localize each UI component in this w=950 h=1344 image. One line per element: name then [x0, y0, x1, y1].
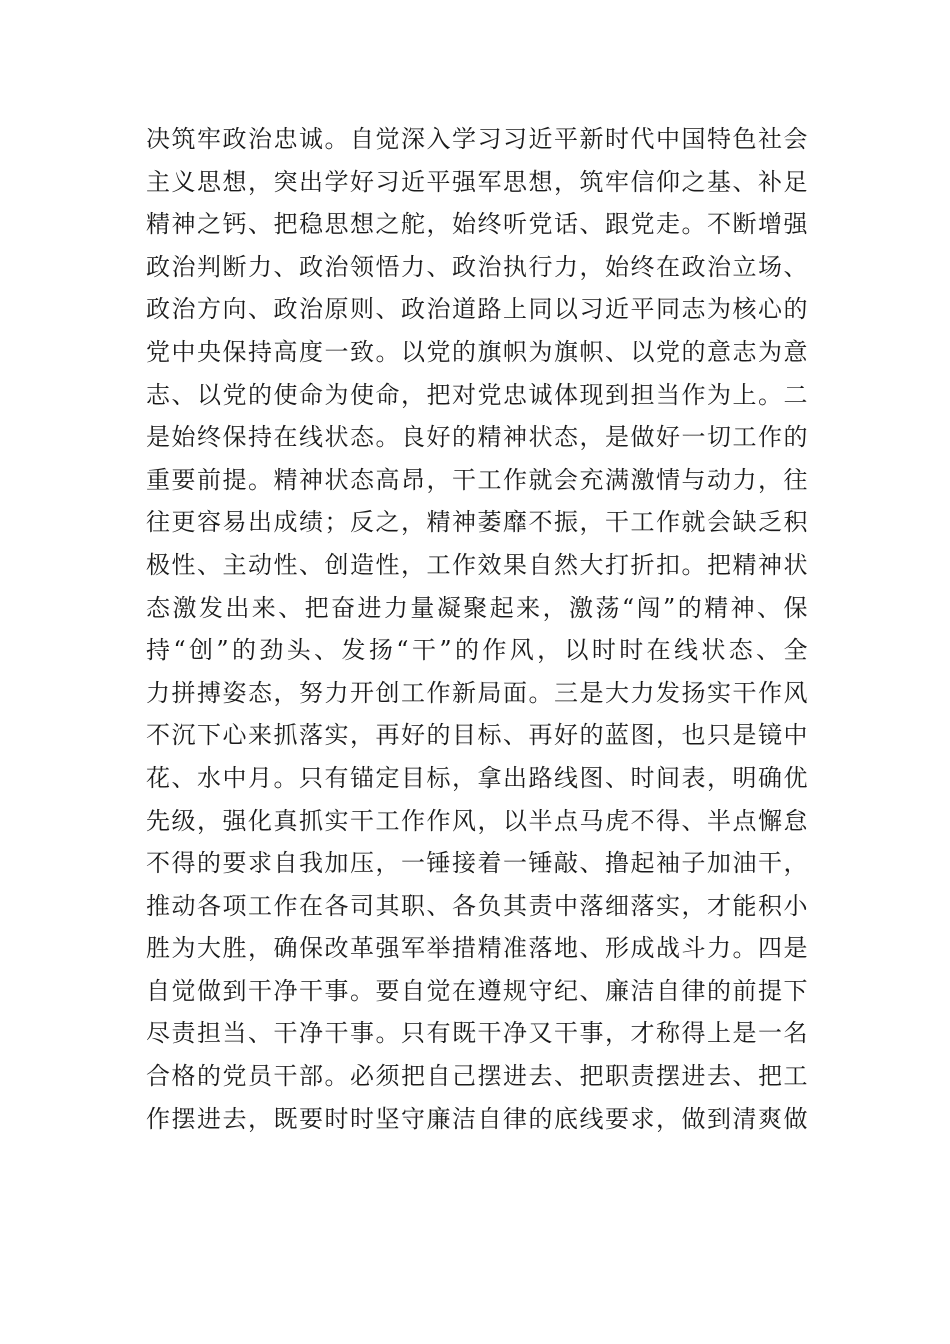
text-line: 花、水中月。只有锚定目标，拿出路线图、时间表，明确优 [146, 763, 808, 792]
text-line: 持“创”的劲头、发扬“干”的作风，以时时在线状态、全 [146, 636, 808, 665]
text-line: 作摆进去，既要时时坚守廉洁自律的底线要求，做到清爽做 [146, 1104, 808, 1133]
text-line: 党中央保持高度一致。以党的旗帜为旗帜、以党的意志为意 [146, 337, 808, 366]
text-line: 合格的党员干部。必须把自己摆进去、把职责摆进去、把工 [146, 1062, 808, 1091]
text-line: 极性、主动性、创造性，工作效果自然大打折扣。把精神状 [146, 550, 808, 579]
text-line: 往更容易出成绩；反之，精神萎靡不振，干工作就会缺乏积 [146, 508, 808, 537]
text-line: 是始终保持在线状态。良好的精神状态，是做好一切工作的 [146, 423, 808, 452]
text-line: 自觉做到干净干事。要自觉在遵规守纪、廉洁自律的前提下 [146, 976, 808, 1005]
text-line: 力拼搏姿态，努力开创工作新局面。三是大力发扬实干作风 [146, 678, 808, 707]
text-line: 先级，强化真抓实干工作作风，以半点马虎不得、半点懈怠 [146, 806, 808, 835]
text-line: 决筑牢政治忠诚。自觉深入学习习近平新时代中国特色社会 [146, 125, 808, 153]
text-line: 志、以党的使命为使命，把对党忠诚体现到担当作为上。二 [146, 380, 808, 409]
text-line: 尽责担当、干净干事。只有既干净又干事，才称得上是一名 [146, 1019, 808, 1048]
text-line: 重要前提。精神状态高昂，干工作就会充满激情与动力，往 [146, 465, 808, 494]
text-line: 政治判断力、政治领悟力、政治执行力，始终在政治立场、 [146, 252, 808, 281]
text-line: 主义思想，突出学好习近平强军思想，筑牢信仰之基、补足 [146, 167, 808, 196]
text-line: 不沉下心来抓落实，再好的目标、再好的蓝图，也只是镜中 [146, 721, 808, 750]
text-line: 精神之钙、把稳思想之舵，始终听党话、跟党走。不断增强 [146, 210, 808, 239]
text-line: 态激发出来、把奋进力量凝聚起来，激荡“闯”的精神、保 [146, 593, 808, 622]
body-text [146, 118, 808, 1140]
text-line: 政治方向、政治原则、政治道路上同以习近平同志为核心的 [146, 295, 808, 324]
text-line: 胜为大胜，确保改革强军举措精准落地、形成战斗力。四是 [146, 934, 808, 963]
text-line: 不得的要求自我加压，一锤接着一锤敲、撸起袖子加油干， [146, 849, 808, 878]
text-line: 推动各项工作在各司其职、各负其责中落细落实，才能积小 [146, 891, 808, 920]
